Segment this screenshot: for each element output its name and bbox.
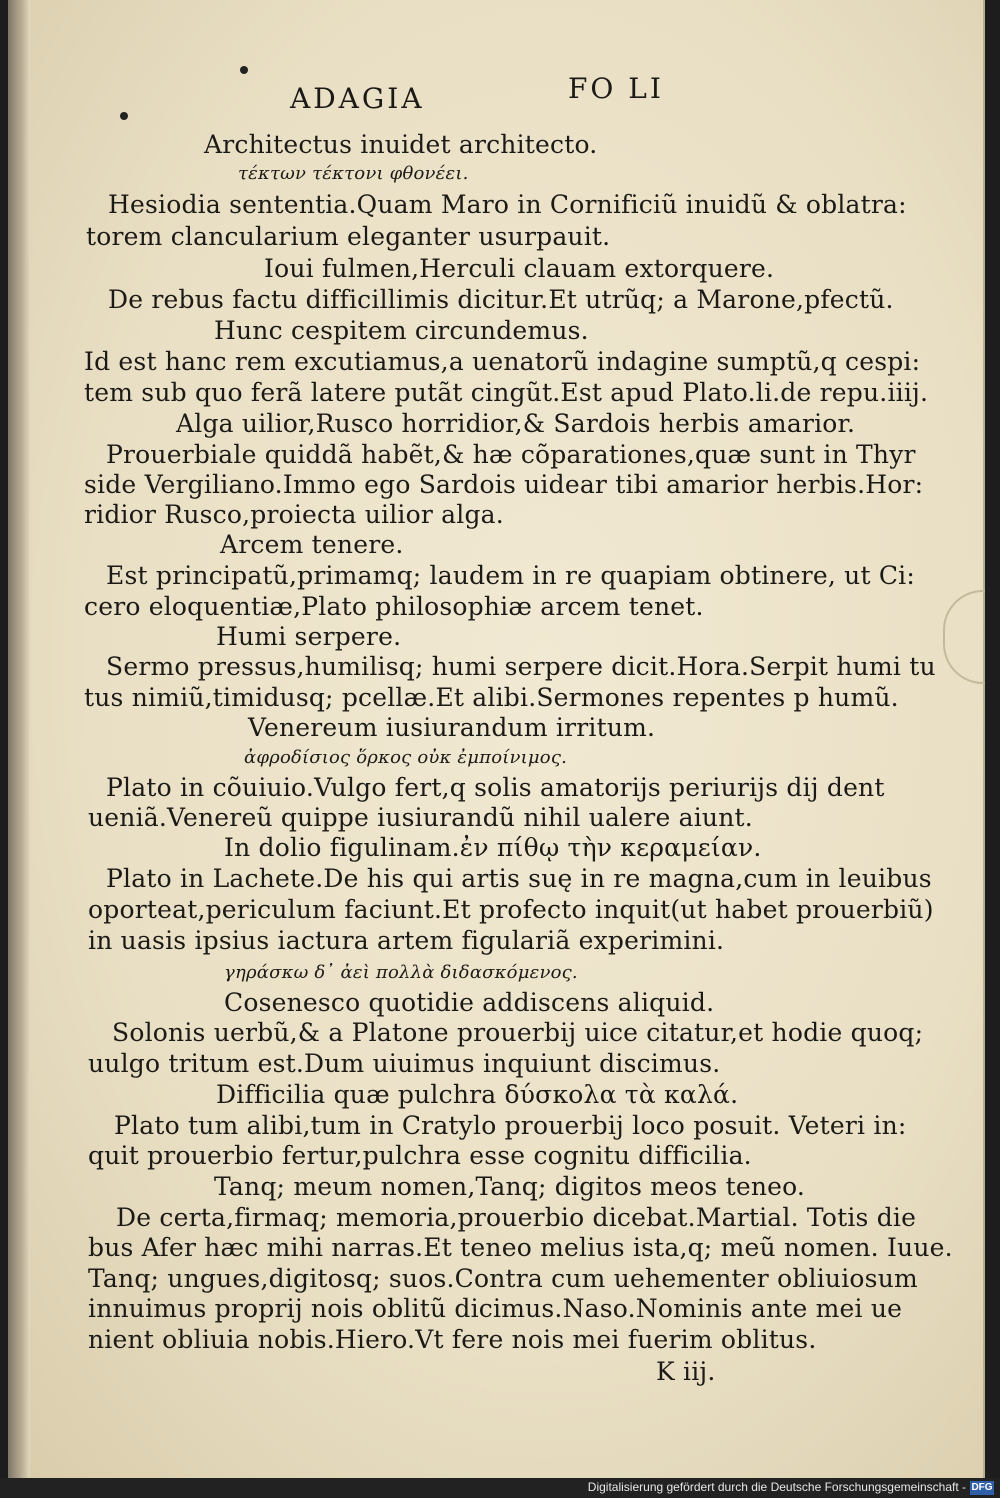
lemma-line: Arcem tenere. (220, 530, 404, 559)
text-line: side Vergiliano.Immo ego Sardois uidear tibi amarior herbis.Hor: (84, 470, 924, 499)
text-line: quit prouerbio fertur,pulchra esse cognitu difficilia. (88, 1141, 752, 1170)
greek-line: ἀφροδίσιος ὅρκος οὐκ ἐμποίνιμος. (244, 747, 568, 768)
text-line: Plato in Lachete.De his qui artis suę in re magna,cum in leuibus (106, 864, 932, 893)
page-tab-mark (943, 590, 985, 684)
text-line: Sermo pressus,humilisq; humi serpere dicit.Hora.Serpit humi tu (106, 652, 936, 681)
page-gutter (8, 0, 30, 1478)
ink-dot (240, 66, 248, 74)
folio-number: FO LI (568, 72, 664, 105)
text-line: nient obliuia nobis.Hiero.Vt fere nois mei fuerim oblitus. (88, 1325, 817, 1354)
book-page (8, 0, 985, 1478)
text-line: De rebus factu difficillimis dicitur.Et utrũq; a Marone,pfectũ. (108, 285, 894, 314)
text-line: uulgo tritum est.Dum uiuimus inquiunt discimus. (88, 1049, 721, 1078)
lemma-line: Alga uilior,Rusco horridior,& Sardois herbis amarior. (176, 409, 856, 438)
lemma-line: Venereum iusiurandum irritum. (248, 713, 656, 742)
lemma-line: Hunc cespitem circundemus. (214, 316, 589, 345)
text-line: in uasis ipsius iactura artem figulariã experimini. (88, 926, 725, 955)
text-line: Hesiodia sententia.Quam Maro in Cornificiũ inuidũ & oblatra: (108, 190, 907, 219)
text-line: Est principatũ,primamq; laudem in re quapiam obtinere, ut Ci: (106, 561, 915, 590)
text-line: torem clancularium eleganter usurpauit. (86, 222, 611, 251)
text-line: tem sub quo ferã latere putãt cingũt.Est apud Plato.li.de repu.iiij. (84, 378, 929, 407)
text-line: Id est hanc rem excutiamus,a uenatorũ indagine sumptũ,q cespi: (84, 347, 921, 376)
text-line: Solonis uerbũ,& a Platone prouerbij uice citatur,et hodie quoq; (112, 1018, 924, 1047)
text-line: oporteat,periculum faciunt.Et profecto inquit(ut habet prouerbiũ) (88, 895, 934, 924)
lemma-line: Humi serpere. (216, 622, 402, 651)
text-line: innuimus proprij nois oblitũ dicimus.Naso.Nominis ante mei ue (88, 1294, 903, 1323)
text-line: cero eloquentiæ,Plato philosophiæ arcem tenet. (84, 592, 704, 621)
lemma-line: In dolio figulinam.ἐν πίθῳ τὴν κεραμείαν. (224, 833, 762, 862)
text-line: Plato tum alibi,tum in Cratylo prouerbij loco posuit. Veteri in: (114, 1111, 907, 1140)
text-line: bus Afer hæc mihi narras.Et teneo melius ista,q; meũ nomen. Iuue. (88, 1233, 953, 1262)
text-line: De certa,firmaq; memoria,prouerbio dicebat.Martial. Totis die (116, 1203, 917, 1232)
text-line: tus nimiũ,timidusq; pcellæ.Et alibi.Sermones repentes p humũ. (84, 683, 899, 712)
lemma-line: Cosenesco quotidie addiscens aliquid. (224, 988, 715, 1017)
text-line: ridior Rusco,proiecta uilior alga. (84, 500, 504, 529)
text-line: ueniã.Venereũ quippe iusiurandũ nihil ualere aiunt. (88, 803, 753, 832)
funding-credit: Digitalisierung gefördert durch die Deutsche Forschungsgemeinschaft - (587, 1480, 966, 1494)
running-title: ADAGIA (290, 82, 425, 115)
lemma-line: Architectus inuidet architecto. (204, 130, 598, 159)
ink-dot (120, 112, 128, 120)
lemma-line: Ioui fulmen,Herculi clauam extorquere. (264, 254, 775, 283)
text-line: Plato in cõuiuio.Vulgo fert,q solis amatorijs periurijs dij dent (106, 773, 885, 802)
text-line: Prouerbiale quiddã habẽt,& hæ cõparationes,quæ sunt in Thyr (106, 440, 916, 469)
dfg-logo: DFG (971, 1482, 993, 1493)
signature-mark: K iij. (656, 1357, 716, 1386)
greek-line: γηράσκω δ᾽ ἀεὶ πολλὰ διδασκόμενος. (224, 962, 578, 983)
lemma-line: Tanq; meum nomen,Tanq; digitos meos teneo. (214, 1172, 806, 1201)
lemma-line: Difficilia quæ pulchra δύσκολα τὰ καλά. (216, 1080, 739, 1109)
text-line: Tanq; ungues,digitosq; suos.Contra cum uehementer obliuiosum (88, 1264, 918, 1293)
greek-line: τέκτων τέκτονι φθονέει. (238, 163, 469, 184)
